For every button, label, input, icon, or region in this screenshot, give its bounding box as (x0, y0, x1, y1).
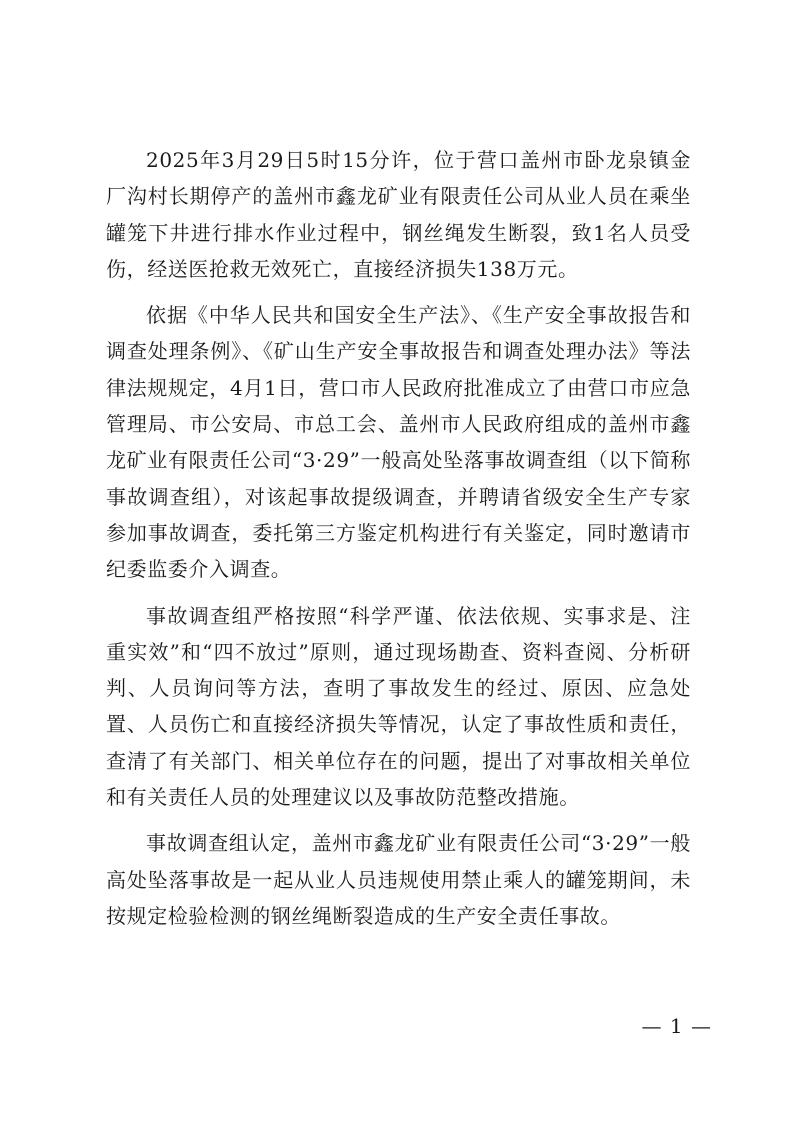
page-number: — 1 — (641, 1014, 712, 1038)
paragraph-investigation-method: 事故调查组严格按照“科学严谨、依法依规、实事求是、注重实效”和“四不放过”原则，通过现场勘查、资料查阅、分析研判、人员询问等方法，查明了事故发生的经过、原因、应急处置、人员伤亡和直接经济损失等情况，认定了事故性质和责任，查清了有关部门、相关单位存在的问题，提出了对事故相关单位和有关责任人员的处理建议以及事故防范整改措施。 (106, 603, 691, 810)
paragraph-accident-determination: 事故调查组认定，盖州市鑫龙矿业有限责任公司“3·29”一般高处坠落事故是一起从业人员违规使用禁止乘人的罐笼期间，未按规定检验检测的钢丝绳断裂造成的生产安全责任事故。 (106, 831, 691, 928)
paragraph-investigation-basis: 依据《中华人民共和国安全生产法》、《生产安全事故报告和调查处理条例》、《矿山生产安全事故报告和调查处理办法》等法律法规规定，4月1日，营口市人民政府批准成立了由营口市应急管理局、市公安局、市总工会、盖州市人民政府组成的盖州市鑫龙矿业有限责任公司“3·29”一般高处坠落事故调查组（以下简称事故调查组），对该起事故提级调查，并聘请省级安全生产专家参加事故调查，委托第三方鉴定机构进行有关鉴定，同时邀请市纪委监委介入调查。 (106, 303, 691, 582)
document-body (106, 142, 691, 944)
paragraph-accident-summary: 2025年3月29日5时15分许，位于营口盖州市卧龙泉镇金厂沟村长期停产的盖州市鑫龙矿业有限责任公司从业人员在乘坐罐笼下井进行排水作业过程中，钢丝绳发生断裂，致1名人员受伤，经送医抢救无效死亡，直接经济损失138万元。 (106, 148, 691, 281)
